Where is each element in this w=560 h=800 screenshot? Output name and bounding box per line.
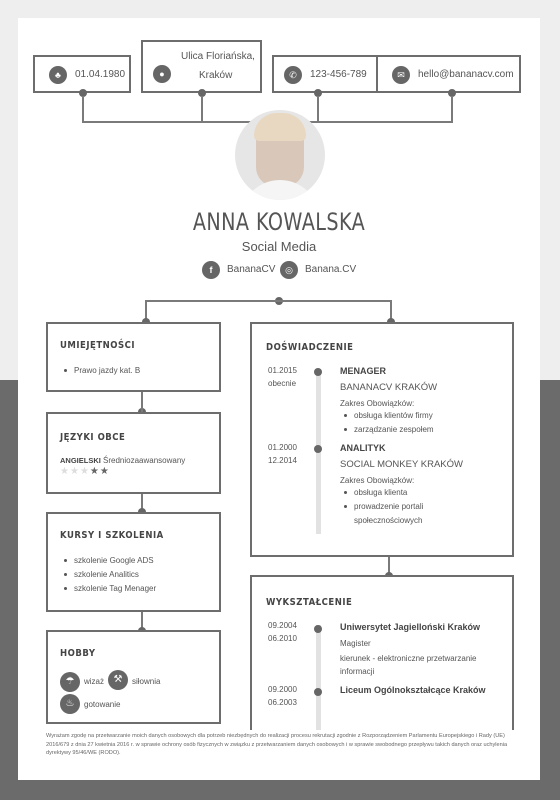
- school-name: Liceum Ogólnokształcące Kraków: [340, 685, 486, 695]
- facebook-handle[interactable]: BananaCV: [227, 264, 276, 275]
- candidate-title: Social Media: [241, 239, 317, 254]
- phone-icon: ✆: [284, 66, 302, 84]
- school-date-from: 09.2004: [268, 621, 297, 630]
- list-item: obsługa klienta: [344, 486, 464, 500]
- experience-heading: DOŚWIADCZENIE: [266, 342, 354, 353]
- school-field: kierunek - elektroniczne przetwarzanie informacji: [340, 654, 477, 676]
- connector-line: [141, 392, 143, 412]
- job-duties-list: [344, 409, 434, 437]
- star-empty-icon: ★: [79, 466, 90, 477]
- school-date-to: 06.2003: [268, 698, 297, 707]
- connector-line: [201, 96, 203, 122]
- job-date-from: 01.2000: [268, 443, 297, 452]
- list-item: szkolenie Tag Menager: [64, 582, 156, 596]
- school-name: Uniwersytet Jagielloński Kraków: [340, 622, 481, 632]
- phone-box: [272, 55, 383, 93]
- job-date-from: 01.2015: [268, 366, 297, 375]
- job-duties-label: Zakres Obowiązków:: [340, 476, 415, 485]
- courses-box: [46, 512, 221, 612]
- job-company: SOCIAL MONKEY KRAKÓW: [340, 459, 463, 470]
- list-item: szkolenie Analitics: [64, 568, 156, 582]
- list-item: prowadzenie portali społecznościowych: [344, 500, 464, 528]
- job-position: MENAGER: [340, 366, 387, 376]
- envelope-icon: ✉: [392, 66, 410, 84]
- list-item: szkolenie Google ADS: [64, 554, 156, 568]
- skills-box: [46, 322, 221, 392]
- location-pin-icon: ●: [153, 65, 171, 83]
- address-box: [141, 40, 262, 93]
- phone-text[interactable]: 123-456-789: [310, 69, 367, 80]
- timeline-dot: [314, 368, 322, 376]
- photo-hair: [254, 113, 306, 141]
- star-empty-icon: ★: [69, 466, 80, 477]
- hobby-heading: HOBBY: [60, 648, 96, 659]
- cake-icon: ♣: [49, 66, 67, 84]
- star-filled-icon: ★: [99, 466, 110, 477]
- candidate-name: ANNA KOWALSKA: [192, 208, 366, 236]
- timeline-dot: [314, 625, 322, 633]
- makeup-icon: ☂: [60, 672, 80, 692]
- address-line2: Kraków: [199, 70, 233, 81]
- connector-line: [451, 96, 453, 122]
- job-duties-list: [344, 486, 464, 528]
- timeline-dot: [314, 688, 322, 696]
- language-name: ANGIELSKI: [60, 456, 101, 465]
- email-text[interactable]: hello@bananacv.com: [418, 69, 514, 80]
- courses-heading: KURSY I SZKOLENIA: [60, 530, 164, 541]
- cooking-icon: ♨: [60, 694, 80, 714]
- school-degree: Magister: [340, 639, 371, 648]
- hobby-box: [46, 630, 221, 724]
- list-item: Prawo jazdy kat. B: [64, 364, 140, 378]
- birthdate-box: [33, 55, 131, 93]
- email-box: [376, 55, 521, 93]
- job-company: BANANACV KRAKÓW: [340, 382, 438, 393]
- star-filled-icon: ★: [89, 466, 100, 477]
- profile-photo: [235, 110, 325, 200]
- address-line1: Ulica Floriańska,: [181, 51, 255, 62]
- timeline-dot: [314, 445, 322, 453]
- hobby-item: gotowanie: [84, 700, 121, 709]
- hobby-item: siłownia: [132, 677, 161, 686]
- job-position: ANALITYK: [340, 443, 386, 453]
- education-heading: WYKSZTAŁCENIE: [266, 597, 353, 608]
- job-duties-label: Zakres Obowiązków:: [340, 399, 415, 408]
- languages-heading: JĘZYKI OBCE: [60, 432, 126, 443]
- languages-box: [46, 412, 221, 494]
- school-date-from: 09.2000: [268, 685, 297, 694]
- list-item: obsługa klientów firmy: [344, 409, 434, 423]
- instagram-handle[interactable]: Banana.CV: [305, 264, 357, 275]
- skills-heading: UMIEJĘTNOŚCI: [60, 340, 136, 351]
- cv-page: [18, 18, 540, 780]
- language-rating: [60, 466, 110, 477]
- connector-line: [82, 96, 84, 122]
- courses-list: [64, 554, 156, 596]
- birthdate-text: 01.04.1980: [75, 69, 126, 80]
- language-level: Średniozaawansowany: [103, 456, 186, 465]
- job-date-to: obecnie: [268, 379, 297, 388]
- instagram-icon[interactable]: ◎: [280, 261, 298, 279]
- facebook-icon[interactable]: f: [202, 261, 220, 279]
- dumbbell-icon: ⚒: [108, 670, 128, 690]
- connector-line: [317, 96, 319, 122]
- rodo-consent: [46, 730, 516, 776]
- rodo-consent-text: Wyrażam zgodę na przetwarzanie moich danych osobowych dla potrzeb niezbędnych do realizacji procesu rekrutacji zgodnie z Rozporządzeniem Parlamentu Europejskiego i Rady (UE) 2016/679 z dnia 27 kwietnia 2016 r. w sprawie ochrony osób fizycznych w związku z przetwarzaniem danych osobowych i w sprawie swobodnego przepływu takich danych oraz uchylenia dyrektywy 95/46/WE (RODO).: [46, 733, 508, 756]
- list-item: zarządzanie zespołem: [344, 423, 434, 437]
- hobby-item: wizaż: [84, 677, 105, 686]
- job-date-to: 12.2014: [268, 456, 297, 465]
- experience-box: [250, 322, 514, 557]
- star-empty-icon: ★: [60, 466, 70, 477]
- photo-shoulders: [240, 180, 320, 200]
- connector-line: [145, 300, 392, 302]
- school-date-to: 06.2010: [268, 634, 297, 643]
- skills-list: [64, 364, 140, 378]
